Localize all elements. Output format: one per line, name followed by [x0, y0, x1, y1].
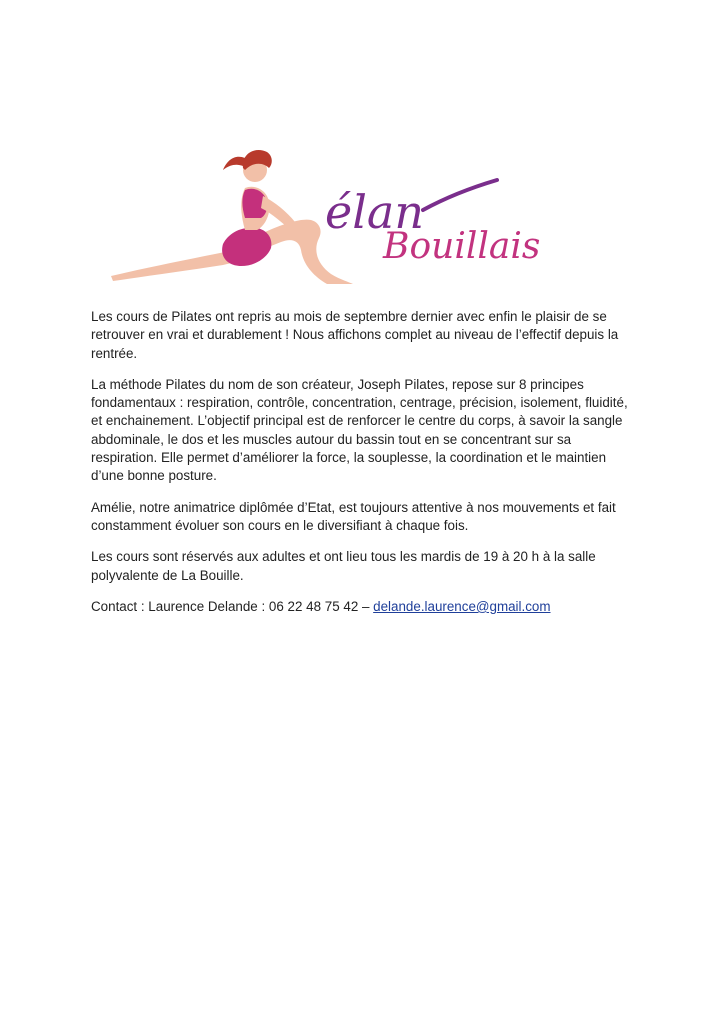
paragraph-instructor: Amélie, notre animatrice diplômée d’Etat, est toujours attentive à nos mouvements et fait constamment évoluer son cours en le diversifiant à chaque fois. — [91, 499, 616, 533]
paragraph-intro: Les cours de Pilates ont repris au mois de septembre dernier avec enfin le plaisir de se retrouver en vrai et durablement ! Nous affichons complet au niveau de l’effectif depuis la rentrée. — [91, 309, 619, 361]
contact-text: Contact : Laurence Delande : 06 22 48 75 42 – — [91, 598, 374, 614]
logo-word-bottom: Bouillais — [383, 226, 541, 267]
paragraph-schedule: Les cours sont réservés aux adultes et ont lieu tous les mardis de 19 à 20 h à la salle polyvalente de La Bouille. — [91, 549, 596, 583]
paragraph-method: La méthode Pilates du nom de son créateur, Joseph Pilates, repose sur 8 principes fondamentaux : respiration, contrôle, concentration, centrage, précision, isolement, fluidité, et enchainement. L’objectif principal est de renforcer le centre du corps, à savoir la sangle abdominale, le dos et les muscles autour du bassin tout en se concentrant sur sa respiration. Elle permet d’améliorer la force, la souplesse, la coordination et le maintien d’une bonne posture. — [91, 376, 628, 484]
contact-line — [91, 598, 631, 616]
club-logo — [105, 140, 575, 290]
article-body — [91, 308, 631, 629]
pilates-woman-illustration — [105, 140, 575, 290]
logo-word-top: élan — [325, 185, 424, 239]
contact-email-link[interactable]: delande.laurence@gmail.com — [373, 598, 551, 614]
